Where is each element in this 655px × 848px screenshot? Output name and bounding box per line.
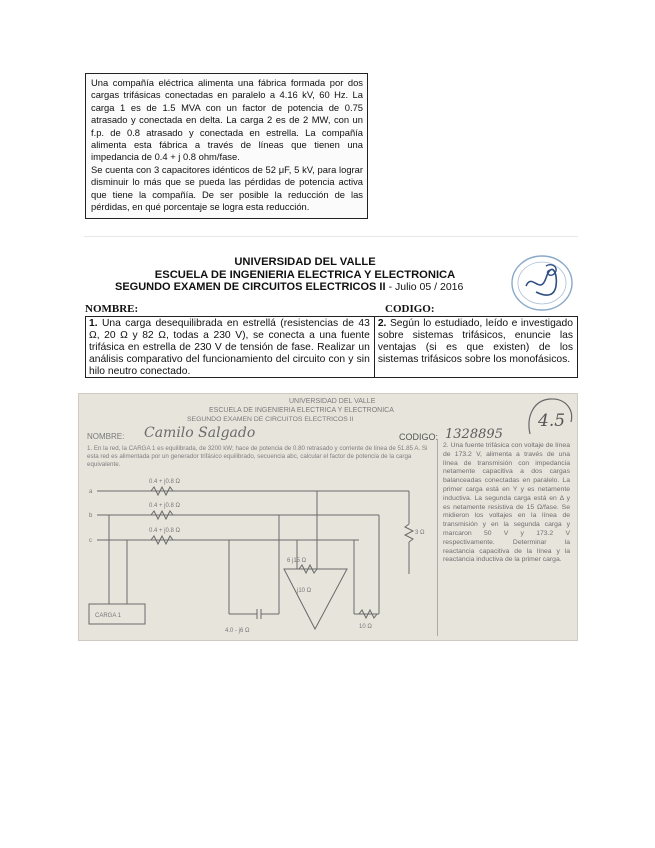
question-1-text: Una carga desequilibrada en estrellá (resistencias de 43 Ω, 20 Ω y 82 Ω, todas a 230 V), se conecta a una fuente trifásica en estrella de 230 V de tensión de fase. Realizar un análisis comparativo del funcionamiento del circuito con y sin hilo neutro conectado. (89, 318, 370, 377)
photo-codigo-label: CODIGO: (399, 432, 439, 442)
line-impedance-c: 0.4 + j0.8 Ω (149, 528, 181, 534)
photo-question-1-text: 1. En la red, la CARGA 1 es equilibrada, de 3200 kW; hace de potencia de 0.80 retrasado y corriente de línea de 51.85 A. Si esta red es alimentada por un generador trifásico equilibrado, secuencia abc, calcular el factor de potencia de la carga equivalente. (87, 445, 428, 468)
university-seal-stamp (506, 252, 578, 314)
circuit-diagram (79, 464, 437, 639)
questions-table (85, 316, 578, 378)
line-b-label: b (89, 513, 93, 519)
question-2-number: 2. (377, 318, 387, 329)
handwritten-student-code: 1328895 (445, 427, 503, 442)
question-1-number: 1. (89, 318, 98, 329)
question-2-text: Según lo estudiado, leído e investigado sobre sistemas trifásicos, enuncie las ventajas (si es que existen) de los sistemas trifásicos sobre los monofásicos. (377, 318, 573, 365)
carga-1-label: CARGA 1 (95, 613, 122, 619)
photo-university-title: UNIVERSIDAD DEL VALLE (289, 398, 376, 405)
photo-exam-title: SEGUNDO EXAMEN DE CIRCUITOS ELECTRICOS II (187, 416, 354, 423)
delta-impedance-1-label: 6 j15 Ω (287, 558, 307, 564)
codigo-label: CODIGO: (385, 303, 435, 315)
exam-photo (78, 393, 578, 641)
photo-nombre-label: NOMBRE: (87, 432, 125, 441)
line-impedance-b: 0.4 + j0.8 Ω (149, 503, 181, 509)
grade-value: 4.5 (538, 411, 566, 431)
section-divider (84, 236, 578, 237)
university-title: UNIVERSIDAD DEL VALLE (234, 256, 376, 268)
photo-school-title: ESCUELA DE INGENIERIA ELECTRICA Y ELECTRONICA (209, 407, 394, 414)
problem-1-paragraph-2: Se cuenta con 3 capacitores idénticos de 52 μF, 5 kV, para lograr disminuir lo más que se pueda las pérdidas de potencia activa que tiene la compañía. De ser posible la reducción de las pérdidas, en qué porcentaje se logra esta reducción. (91, 163, 363, 213)
exam-2-sheet (85, 254, 578, 380)
nombre-label: NOMBRE: (85, 303, 139, 315)
line-c-label: c (89, 538, 92, 544)
problem-1-box (85, 73, 368, 219)
line-impedance-a: 0.4 + j0.8 Ω (149, 479, 181, 485)
handwritten-student-name: Camilo Salgado (144, 425, 256, 441)
exam-title: SEGUNDO EXAMEN DE CIRCUITOS ELECTRICOS II (115, 281, 386, 293)
right-load-label: 10 Ω (359, 624, 372, 630)
question-1-cell (86, 317, 375, 377)
photo-question-2-text: 2. Una fuente trifásica con voltaje de línea de 173.2 V, alimenta a través de una línea de transmisión con impedancia netamente capacitiva a dos cargas balanceadas conectadas en paralelo. La primer carga está en Y y es netamente inductiva. La segunda carga está en Δ y es netamente resistiva de 15 Ω/fase. Se midieron los voltajes en la línea de transmisión y en la segunda carga y marcaron 50 V y 173.2 V respectivamente. Determinar la reactancia capacitiva de la línea y la reactancia inductiva de la primer carga. (437, 439, 573, 636)
neutral-impedance-label: 4.0 - j6 Ω (225, 628, 250, 634)
question-2-cell (375, 317, 577, 377)
right-resistor-label: 3 Ω (415, 530, 425, 536)
exam-date: - Julio 05 / 2016 (388, 281, 464, 293)
problem-1-paragraph-1: Una compañía eléctrica alimenta una fábrica formada por dos cargas trifásicas conectadas en paralelo a 4.16 kV, 60 Hz. La carga 1 es de 1.5 MVA con un factor de potencia de 0.75 atrasado y conectada en delta. La carga 2 es de 2 MW, con un f.p. de 0.8 atrasado y conectada en estrella. La compañía alimenta esta fábrica a través de líneas que tienen una impedancia de 0.4 + j 0.8 ohm/fase. (91, 77, 363, 163)
handwritten-grade (524, 396, 576, 440)
line-a-label: a (89, 489, 93, 495)
school-title: ESCUELA DE INGENIERIA ELECTRICA Y ELECTRONICA (154, 269, 456, 281)
delta-impedance-2-label: j10 Ω (297, 588, 312, 594)
